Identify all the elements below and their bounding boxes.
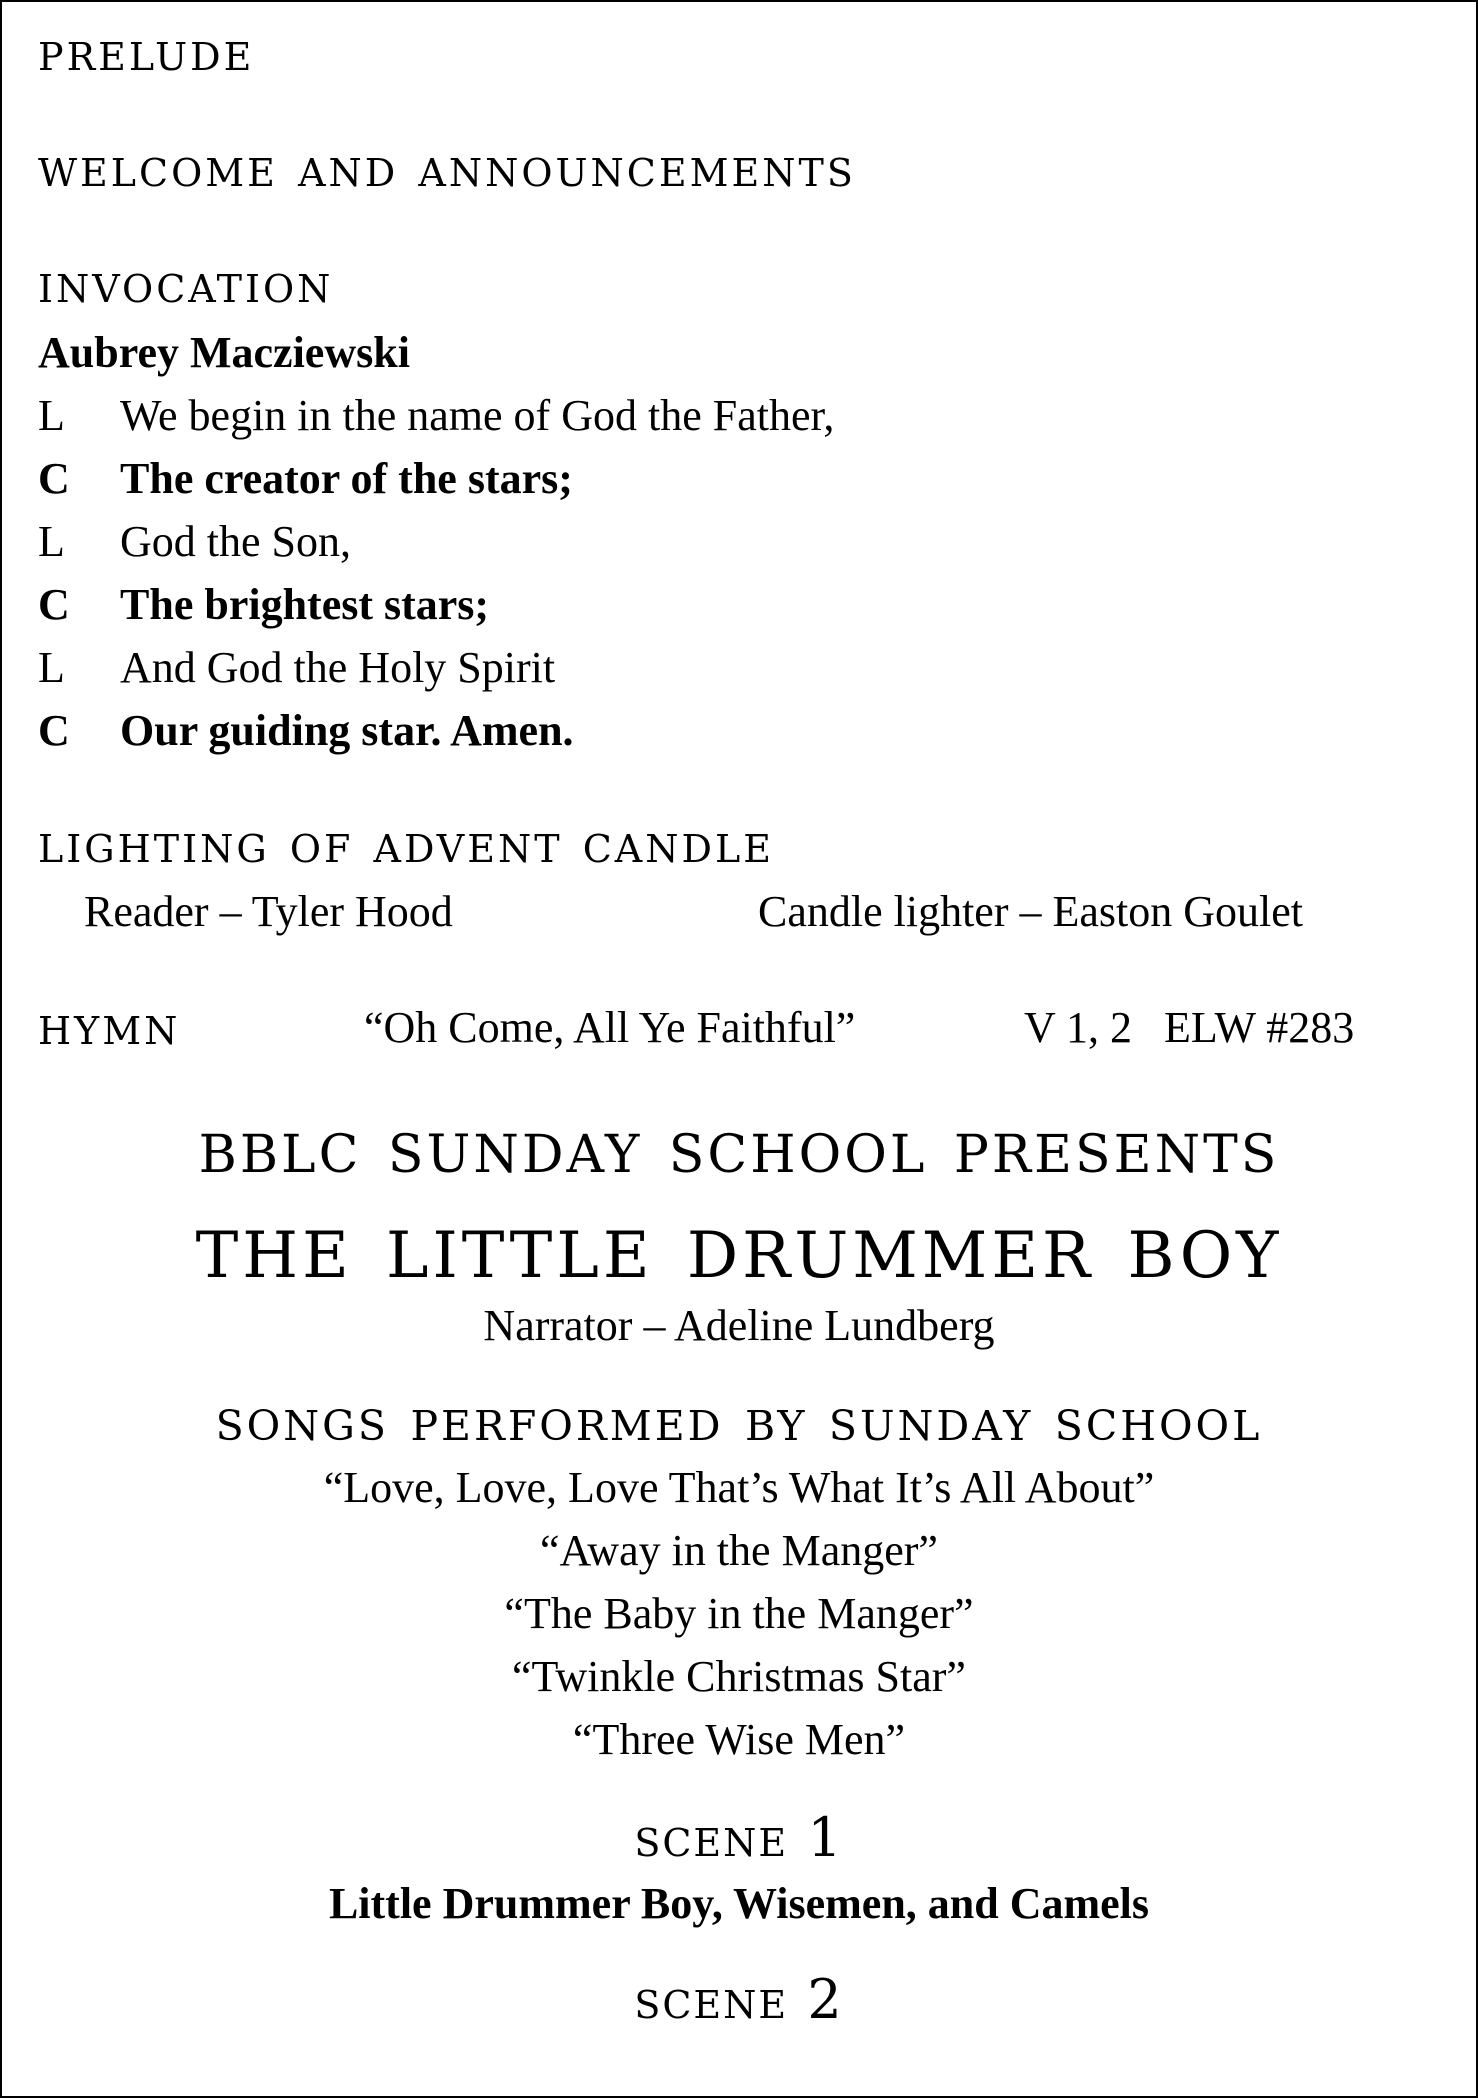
presents-heading: bblc sunday school presents [198, 1104, 1280, 1190]
liturgy-speaker: L [38, 391, 65, 440]
liturgy-line [38, 642, 555, 693]
liturgy-speaker: L [38, 517, 65, 566]
liturgy-line [38, 453, 573, 504]
hymn-number: ELW #283 [1164, 1003, 1355, 1052]
liturgy-speaker: L [38, 643, 65, 692]
welcome-heading: welcome and announcements [38, 136, 856, 199]
liturgy-text: And God the Holy Spirit [120, 643, 556, 692]
hymn-heading: hymn [38, 994, 181, 1057]
liturgy-line [38, 705, 574, 756]
scene1-cast: Little Drummer Boy, Wisemen, and Camels [328, 1879, 1150, 1928]
liturgy-line [38, 579, 489, 630]
liturgy-text: The brightest stars; [120, 580, 490, 629]
liturgy-line [38, 516, 351, 567]
liturgy-speaker: C [38, 580, 70, 629]
scene2-heading: scene 2 [634, 1968, 844, 2031]
hymn-title: “Oh Come, All Ye Faithful” [364, 1003, 856, 1052]
liturgy-speaker: C [38, 454, 70, 503]
song-title: “Love, Love, Love That’s What It’s All About” [323, 1463, 1155, 1512]
song-title: “Twinkle Christmas Star” [512, 1652, 966, 1701]
liturgy-text: God the Son, [120, 517, 351, 566]
play-title: the little drummer boy [195, 1192, 1283, 1299]
song-title: “Away in the Manger” [540, 1526, 938, 1575]
prelude-heading: prelude [38, 20, 255, 83]
liturgy-text: Our guiding star. Amen. [120, 706, 574, 755]
songs-heading: songs performed by sunday school [215, 1386, 1263, 1454]
invocation-heading: invocation [38, 252, 334, 315]
liturgy-text: We begin in the name of God the Father, [120, 391, 835, 440]
song-title: “The Baby in the Manger” [504, 1589, 974, 1638]
reader-name: Reader – Tyler Hood [84, 887, 453, 936]
scene1-heading: scene 1 [634, 1806, 844, 1869]
candle-lighter-name: Candle lighter – Easton Goulet [758, 887, 1303, 936]
liturgy-text: The creator of the stars; [120, 454, 573, 503]
liturgy-speaker: C [38, 706, 70, 755]
narrator-name: Narrator – Adeline Lundberg [483, 1301, 995, 1350]
invocation-leader: Aubrey Macziewski [38, 328, 410, 377]
song-title: “Three Wise Men” [572, 1715, 906, 1764]
hymn-verses: V 1, 2 [1024, 1003, 1132, 1052]
advent-heading: lighting of advent candle [38, 812, 774, 875]
liturgy-line [38, 390, 834, 441]
